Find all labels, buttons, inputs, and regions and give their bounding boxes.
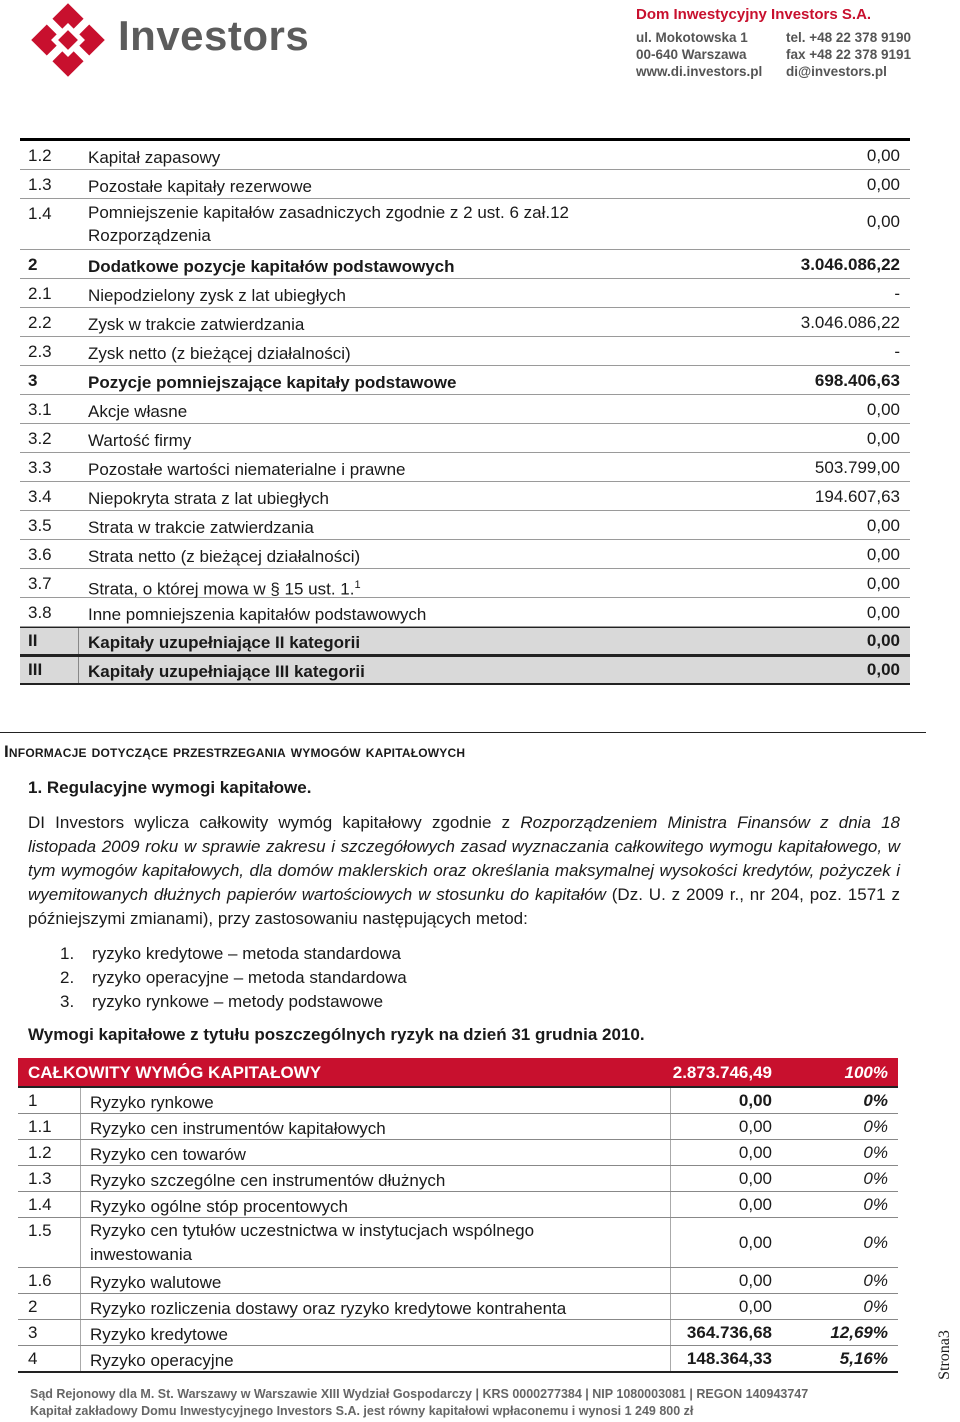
para-tail: (Dz. U. z 2009 r., nr 204, poz. 1571 z późniejszymi zmianami), przy zastosowaniu następujących metod: <box>28 885 900 928</box>
row-number: 1 <box>28 1091 38 1110</box>
table-row <box>20 511 910 540</box>
row-value: 0,00 <box>866 429 900 448</box>
address-street: ul. Mokotowska 1 <box>636 30 748 45</box>
row-label: Pozostałe kapitały rezerwowe <box>88 177 312 196</box>
row-number: 1.2 <box>28 146 52 165</box>
row-amount: 0,00 <box>738 1297 772 1316</box>
para-lead: DI Investors wylicza całkowity wymóg kapitałowy zgodnie z <box>28 813 521 832</box>
row-label: Ryzyko cen towarów <box>90 1145 246 1164</box>
footer-capital: Kapitał zakładowy Domu Inwestycyjnego Investors S.A. jest równy kapitałowi wpłaconemu i wynosi 1 249 800 zł <box>30 1404 694 1418</box>
list-text: ryzyko rynkowe – metody podstawowe <box>92 992 384 1011</box>
table-row <box>20 337 910 366</box>
company-name: Dom Inwestycyjny Investors S.A. <box>636 6 872 23</box>
row-label: Strata netto (z bieżącej działalności) <box>88 547 361 566</box>
row-number: 1.1 <box>28 1117 52 1136</box>
row-number: 2.3 <box>28 342 52 361</box>
table-row <box>20 540 910 569</box>
row-amount: 0,00 <box>738 1117 772 1136</box>
table-row <box>20 366 910 395</box>
row-number: 3.6 <box>28 545 52 564</box>
table-row <box>18 1346 898 1373</box>
table-row <box>20 569 910 598</box>
methodology-paragraph <box>28 811 900 931</box>
table-row <box>20 656 910 685</box>
table-row <box>20 308 910 337</box>
row-percent: 0% <box>863 1091 888 1110</box>
row-label: Kapitały uzupełniające II kategorii <box>88 633 361 652</box>
page-number: Strona3 <box>935 1330 953 1380</box>
row-label: Ryzyko cen tytułów uczestnictwa w instytucjach wspólnego inwestowania <box>90 1221 535 1264</box>
row-value: 194.607,63 <box>814 487 900 506</box>
row-label: Zysk netto (z bieżącej działalności) <box>88 344 351 363</box>
row-number: 1.2 <box>28 1143 52 1162</box>
footer <box>30 1386 808 1420</box>
methods-list <box>60 942 407 1014</box>
phone: tel. +48 22 378 9190 <box>786 30 911 45</box>
row-amount: 0,00 <box>738 1271 772 1290</box>
row-label: Niepodzielony zysk z lat ubiegłych <box>88 286 346 305</box>
row-amount: 148.364,33 <box>686 1349 772 1368</box>
regulation-title: Rozporządzeniem Ministra Finansów z dnia 18 listopada 2009 roku w sprawie zakresu i szczegółowych zasad wyznaczania całkowitego wymogu kapitałowego, w tym wymogów kapitałowych, dla domów maklerskich oraz określania maksymalnej wysokości kredytów, pożyczek i wyemitowanych dłużnych papierów wartościowych w stosunku do kapitałów <box>28 813 900 904</box>
row-number: 1.3 <box>28 1169 52 1188</box>
table-row <box>18 1320 898 1346</box>
row-number: 3.3 <box>28 458 52 477</box>
footnote-ref: 1 <box>354 579 361 591</box>
fax: fax +48 22 378 9191 <box>786 47 911 62</box>
row-label: Pozostałe wartości niematerialne i prawne <box>88 460 406 479</box>
row-value: 0,00 <box>866 545 900 564</box>
row-label: Zysk w trakcie zatwierdzania <box>88 315 305 334</box>
section-divider <box>0 732 926 733</box>
list-text: ryzyko kredytowe – metoda standardowa <box>92 944 401 963</box>
row-percent: 0% <box>863 1117 888 1136</box>
table-row <box>20 170 910 199</box>
total-amount: 2.873.746,49 <box>672 1063 772 1082</box>
table-row <box>18 1166 898 1192</box>
row-amount: 0,00 <box>738 1169 772 1188</box>
row-label: Ryzyko rynkowe <box>90 1093 214 1112</box>
row-number: II <box>28 631 38 650</box>
table-row <box>18 1268 898 1294</box>
list-item <box>60 966 407 990</box>
table-row <box>20 627 910 656</box>
row-label: Wartość firmy <box>88 431 192 450</box>
section-title: Informacje dotyczące przestrzegania wymogów kapitałowych <box>4 742 466 761</box>
total-label: CAŁKOWITY WYMÓG KAPITAŁOWY <box>28 1063 322 1082</box>
row-number: 3.5 <box>28 516 52 535</box>
row-number: 3.8 <box>28 603 52 622</box>
row-percent: 5,16% <box>839 1349 888 1368</box>
row-label: Dodatkowe pozycje kapitałów podstawowych <box>88 257 455 276</box>
row-number: 1.6 <box>28 1271 52 1290</box>
website-link[interactable]: www.di.investors.pl <box>636 64 763 79</box>
requirements-table <box>18 1058 898 1373</box>
row-percent: 0% <box>863 1233 888 1252</box>
list-item <box>60 942 407 966</box>
row-label: Pomniejszenie kapitałów zasadniczych zgodnie z 2 ust. 6 zał.12 Rozporządzenia <box>88 203 569 245</box>
row-number: 2 <box>28 255 38 274</box>
row-label: Ryzyko szczególne cen instrumentów dłużnych <box>90 1171 446 1190</box>
table-row <box>20 482 910 511</box>
row-value: 0,00 <box>866 660 900 679</box>
row-label: Inne pomniejszenia kapitałów podstawowych <box>88 605 427 624</box>
row-label: Ryzyko cen instrumentów kapitałowych <box>90 1119 386 1138</box>
row-percent: 0% <box>863 1143 888 1162</box>
row-value: 503.799,00 <box>814 458 900 477</box>
row-percent: 0% <box>863 1195 888 1214</box>
row-label: Strata, o której mowa w § 15 ust. 1.$^1$ <box>88 579 361 599</box>
row-label: Kapitał zapasowy <box>88 148 221 167</box>
table-row <box>18 1218 898 1268</box>
list-number: 1. <box>60 944 75 963</box>
table-row <box>18 1114 898 1140</box>
row-value: 3.046.086,22 <box>800 255 900 274</box>
subheading: 1. Regulacyjne wymogi kapitałowe. <box>28 778 312 797</box>
table-row <box>20 598 910 627</box>
row-number: 2 <box>28 1297 38 1316</box>
row-amount: 0,00 <box>738 1091 772 1110</box>
row-value: - <box>894 342 900 361</box>
row-percent: 0% <box>863 1169 888 1188</box>
row-amount: 0,00 <box>738 1233 772 1252</box>
row-number: 3 <box>28 1323 38 1342</box>
table-row <box>20 424 910 453</box>
row-value: 0,00 <box>866 146 900 165</box>
footer-registry: Sąd Rejonowy dla M. St. Warszawy w Warszawie XIII Wydział Gospodarczy | KRS 0000277384 | NIP 1080003081 | REGON 140943747 <box>30 1387 809 1401</box>
investors-logo-icon <box>30 2 106 78</box>
row-label: Kapitały uzupełniające III kategorii <box>88 662 365 681</box>
row-number: 1.3 <box>28 175 52 194</box>
row-label: Ryzyko rozliczenia dostawy oraz ryzyko kredytowe kontrahenta <box>90 1299 567 1318</box>
row-value: 0,00 <box>866 516 900 535</box>
address-city: 00-640 Warszawa <box>636 47 747 62</box>
row-number: 3.7 <box>28 574 52 593</box>
table-row <box>18 1088 898 1114</box>
row-value: 698.406,63 <box>814 371 900 390</box>
list-item <box>60 990 407 1014</box>
email-link[interactable]: di@investors.pl <box>786 64 887 79</box>
list-text: ryzyko operacyjne – metoda standardowa <box>92 968 407 987</box>
address-block <box>636 29 762 80</box>
row-label: Ryzyko ogólne stóp procentowych <box>90 1197 348 1216</box>
row-number: 3.1 <box>28 400 52 419</box>
row-number: 1.4 <box>28 1195 52 1214</box>
list-number: 2. <box>60 968 75 987</box>
row-label: Ryzyko kredytowe <box>90 1325 228 1344</box>
row-label: Strata w trakcie zatwierdzania <box>88 518 314 537</box>
row-amount: 364.736,68 <box>686 1323 772 1342</box>
row-percent: 0% <box>863 1297 888 1316</box>
capital-table <box>20 138 910 685</box>
letterhead <box>30 0 912 78</box>
contact-block <box>786 29 911 80</box>
row-number: 3 <box>28 371 38 390</box>
total-percent: 100% <box>844 1063 888 1082</box>
row-value: 0,00 <box>866 400 900 419</box>
table-row <box>20 453 910 482</box>
row-label: Ryzyko operacyjne <box>90 1351 234 1370</box>
row-number: 1.4 <box>28 204 52 223</box>
row-value: 0,00 <box>866 212 900 231</box>
row-number: 3.2 <box>28 429 52 448</box>
row-label: Ryzyko walutowe <box>90 1273 222 1292</box>
list-number: 3. <box>60 992 75 1011</box>
table-row <box>18 1192 898 1218</box>
table-row <box>20 141 910 170</box>
row-value: 0,00 <box>866 603 900 622</box>
table-row <box>18 1294 898 1320</box>
table-row <box>20 395 910 424</box>
table-row <box>20 279 910 308</box>
row-value: 3.046.086,22 <box>800 313 900 332</box>
row-value: 0,00 <box>866 175 900 194</box>
row-number: 4 <box>28 1349 38 1368</box>
row-value: - <box>894 284 900 303</box>
row-label: Pozycje pomniejszające kapitały podstawowe <box>88 373 457 392</box>
row-number: 1.5 <box>28 1221 52 1240</box>
table-row <box>18 1140 898 1166</box>
brand-name: Investors <box>118 12 310 59</box>
row-label: Akcje własne <box>88 402 188 421</box>
row-percent: 0% <box>863 1271 888 1290</box>
row-value: 0,00 <box>866 631 900 650</box>
row-percent: 12,69% <box>830 1323 888 1342</box>
total-requirement-row <box>18 1058 898 1088</box>
requirements-title: Wymogi kapitałowe z tytułu poszczególnych ryzyk na dzień 31 grudnia 2010. <box>28 1025 645 1044</box>
row-number: 2.1 <box>28 284 52 303</box>
table-row <box>20 199 910 250</box>
row-amount: 0,00 <box>738 1195 772 1214</box>
row-number: 2.2 <box>28 313 52 332</box>
row-number: 3.4 <box>28 487 52 506</box>
row-amount: 0,00 <box>738 1143 772 1162</box>
row-value: 0,00 <box>866 574 900 593</box>
table-row <box>20 250 910 279</box>
row-number: III <box>28 660 43 679</box>
row-label: Niepokryta strata z lat ubiegłych <box>88 489 329 508</box>
